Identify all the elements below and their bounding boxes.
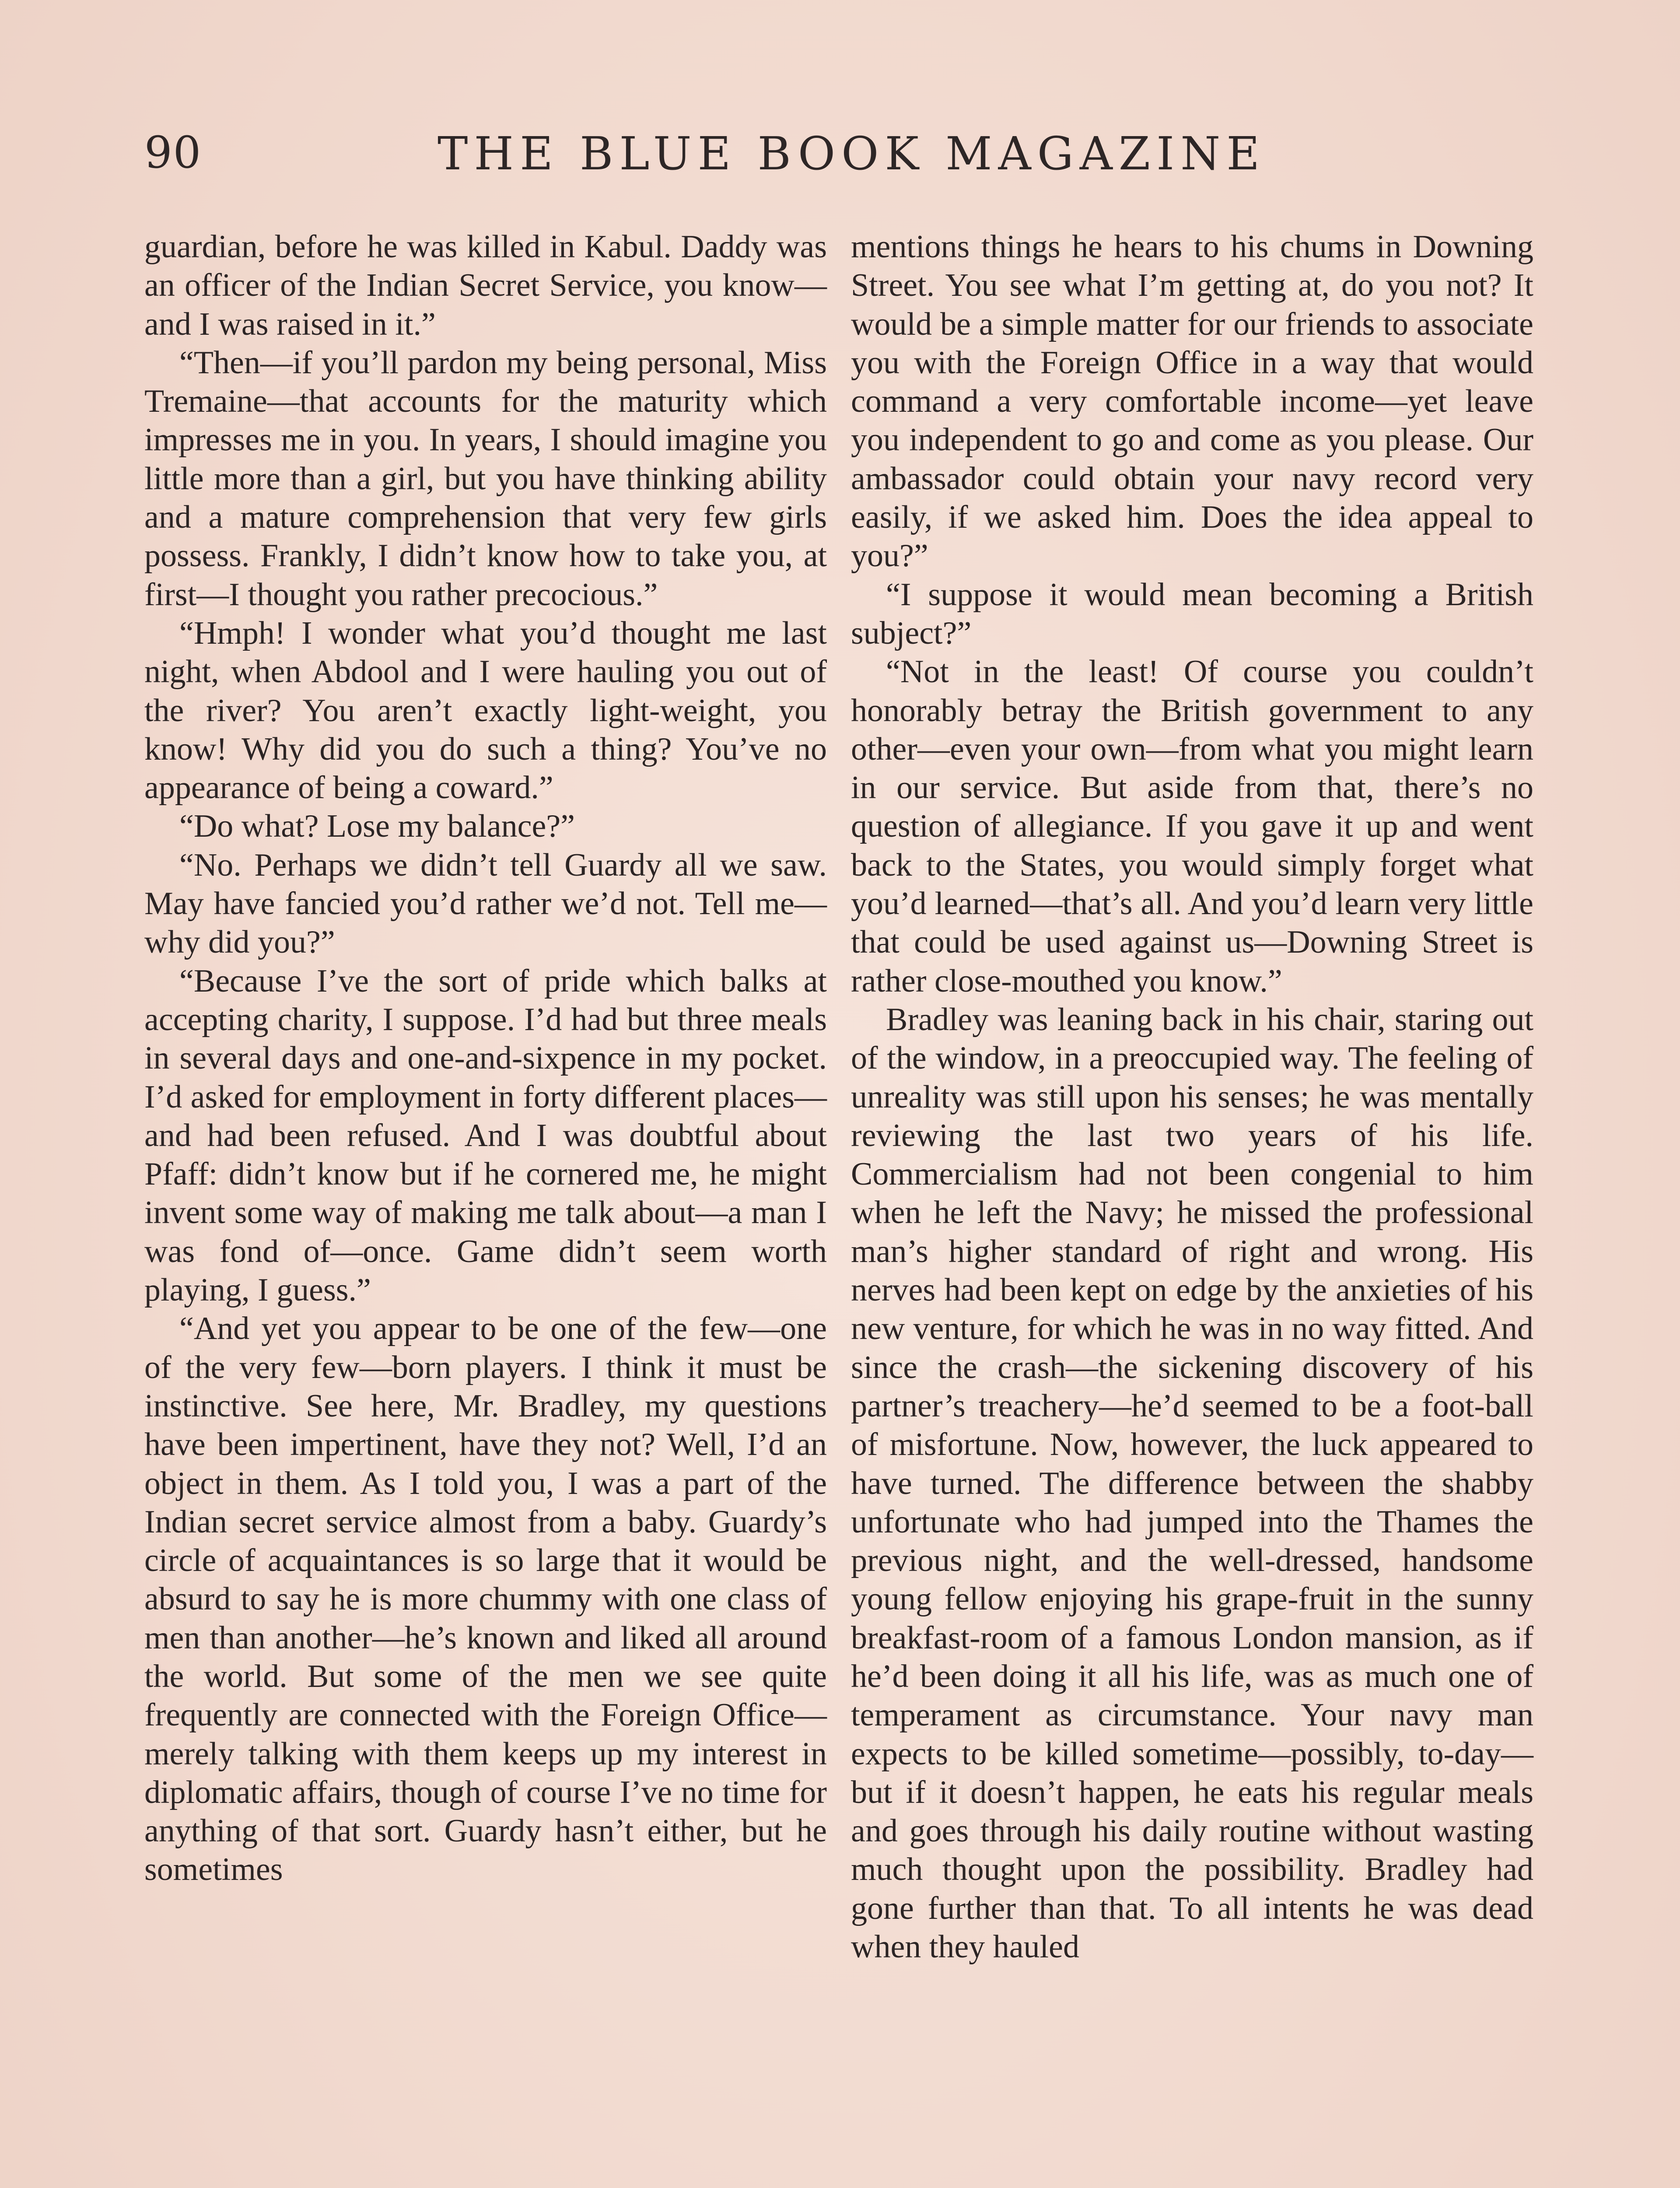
- paragraph: mentions things he hears to his chums in Downing Street. You see what I’m getting at, do you not? It would be a simple matter for our friends to associate you with the Foreign Office in a way that would command a very comfortable income—yet leave you independent to go and come as you please. Our ambassador could obtain your navy record very easily, if we asked him. Does the idea appeal to you?”: [851, 229, 1533, 574]
- paragraph: “Hmph! I wonder what you’d thought me last night, when Abdool and I were hauling you out of the river? You aren’t exactly light-weight, you know! Why did you do such a thing? You’ve no appearance of being a coward.”: [144, 615, 827, 806]
- magazine-title: THE BLUE BOOK MAGAZINE: [438, 127, 1266, 180]
- paragraph: “No. Perhaps we didn’t tell Guardy all we saw. May have fancied you’d rather we’d not. Tell me—why did you?”: [144, 847, 827, 961]
- paragraph: “Because I’ve the sort of pride which balks at accepting charity, I suppose. I’d had but three meals in several days and one-and-sixpence in my pocket. I’d asked for employment in forty different places—and had been refused. And I was doubtful about Pfaff: didn’t know but if he cornered me, he might invent some way of making me talk about—a man I was fond of—once. Game didn’t seem worth playing, I guess.”: [144, 963, 827, 1308]
- paragraph: “Then—if you’ll pardon my being personal, Miss Tremaine—that accounts for the maturity which impresses me in you. In years, I should imagine you little more than a girl, but you have thinking ability and a mature comprehension that very few girls possess. Frankly, I didn’t know how to take you, at first—I thought you rather precocious.”: [144, 344, 827, 613]
- paragraph: “I suppose it would mean becoming a British subject?”: [851, 576, 1533, 651]
- page-number: 90: [144, 127, 202, 178]
- right-column: [851, 228, 1533, 1966]
- paragraph: “And yet you appear to be one of the few—one of the very few—born players. I think it must be instinctive. See here, Mr. Bradley, my questions have been impertinent, have they not? Well, I’d an object in them. As I told you, I was a part of the Indian secret service almost from a baby. Guardy’s circle of acquaintances is so large that it would be absurd to say he is more chummy with one class of men than another—he’s known and liked all around the world. But some of the men we see quite frequently are connected with the Foreign Office—merely talking with them keeps up my interest in diplomatic affairs, though of course I’ve no time for anything of that sort. Guardy hasn’t either, but he sometimes: [144, 1311, 827, 1888]
- paragraph: “Not in the least! Of course you couldn’t honorably betray the British government to any other—even your own—from what you might learn in our service. But aside from that, there’s no question of allegiance. If you gave it up and went back to the States, you would simply forget what you’d learned—that’s all. And you’d learn very little that could be used against us—Downing Street is rather close-mouthed you know.”: [851, 654, 1533, 999]
- paragraph: “Do what? Lose my balance?”: [179, 808, 575, 845]
- left-column: [144, 228, 827, 1889]
- paragraph: guardian, before he was killed in Kabul. Daddy was an officer of the Indian Secret Service, you know—and I was raised in it.”: [144, 229, 827, 342]
- paragraph: Bradley was leaning back in his chair, staring out of the window, in a preoccupied way. The feeling of unreality was still upon his senses; he was mentally reviewing the last two years of his life. Commercialism had not been congenial to him when he left the Navy; he missed the professional man’s higher standard of right and wrong. His nerves had been kept on edge by the anxieties of his new venture, for which he was in no way fitted. And since the crash—the sickening discovery of his partner’s treachery—he’d seemed to be a foot-ball of misfortune. Now, however, the luck appeared to have turned. The difference between the shabby unfortunate who had jumped into the Thames the previous night, and the well-dressed, handsome young fellow enjoying his grape-fruit in the sunny breakfast-room of a famous London mansion, as if he’d been doing it all his life, was as much one of temperament as circumstance. Your navy man expects to be killed sometime—possibly, to-day—but if it doesn’t happen, he eats his regular meals and goes through his daily routine without wasting much thought upon the possibility. Bradley had gone further than that. To all intents he was dead when they hauled: [851, 1001, 1533, 1965]
- page-header: [144, 127, 1527, 193]
